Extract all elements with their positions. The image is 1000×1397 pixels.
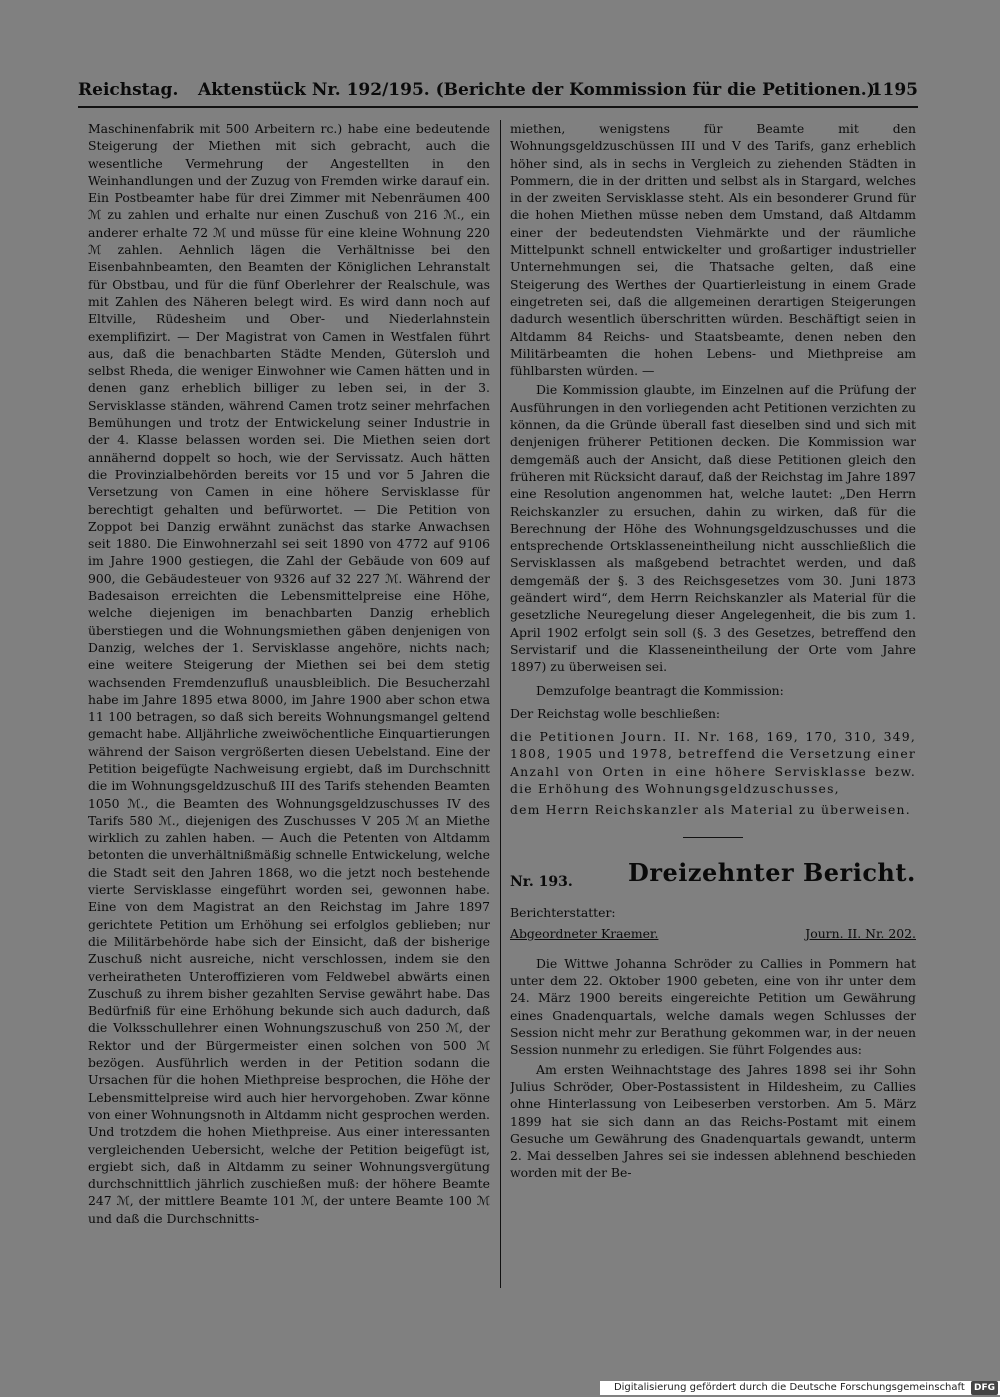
reporter-label: Berichterstatter: xyxy=(510,904,616,920)
motion-final: dem Herrn Reichskanzler als Material zu überweisen. xyxy=(510,802,911,818)
header-title: Aktenstück Nr. 192/195. (Berichte der Kommission für die Petitionen.) xyxy=(198,80,875,100)
body-paragraph: Am ersten Weihnachtstage des Jahres 1898 sei ihr Sohn Julius Schröder, Ober-Postassistent in Hildesheim, zu Callies ohne Hinterlassung von Leibeserben verstorben. Am 5. März 1899 hat sie sich dann an das Reichs-Postamt mit einem Gesuche um Gewährung des Gnadenquartals gewandt, unterm 2. Mai desselben Jahres sei sie indessen ablehnend beschieden worden mit der Be- xyxy=(510,1061,916,1181)
column-divider xyxy=(500,120,501,1288)
report-number: Nr. 193. xyxy=(510,873,573,890)
reporter-name: Abgeordneter Kraemer. xyxy=(510,925,659,941)
left-column xyxy=(88,120,490,1290)
right-column xyxy=(510,120,916,1290)
body-paragraph: Die Wittwe Johanna Schröder zu Callies in Pommern hat unter dem 22. Oktober 1900 gebeten, eine von ihr unter dem 24. März 1900 bereits eingereichte Petition um Gewährung eines Gnadenquartals, welche damals wegen Schlusses der Session nicht mehr zur Berathung gekommen war, in der neuen Session nunmehr zu erledigen. Sie führt Folgendes aus: xyxy=(510,955,916,1058)
body-paragraph: Maschinenfabrik mit 500 Arbeitern rc.) habe eine bedeutende Steigerung der Miethen mit sich gebracht, auch die wesentliche Vermehrung der Angestellten in den Weinhandlungen und der Zuzug von Fremden wirke darauf ein. Ein Postbeamter habe für drei Zimmer mit Nebenräumen 400 ℳ zu zahlen und erhalte nur einen Zuschuß von 216 ℳ., ein anderer erhalte 72 ℳ und müsse für eine kleine Wohnung 220 ℳ zahlen. Aehnlich lägen die Verhältnisse bei den Eisenbahnbeamten, den Beamten der Königlichen Lehranstalt für Obstbau, und für die fünf Oberlehrer der Realschule, was mit Zahlen des Näheren belegt wird. Es wird dann noch auf Eltville, Rüdesheim und Ober- und Niederlahnstein exemplifizirt. — Der Magistrat von Camen in Westfalen führt aus, daß die benachbarten Städte Menden, Gütersloh und selbst Rheda, die weniger Einwohner wie Camen hätten und in denen ganz erheblich billiger zu leben sei, in der 3. Servisklasse ständen, während Camen trotz seiner mehrfachen Bemühungen und trotz der Entwickelung seiner Industrie in der 4. Klasse belassen worden sei. Die Miethen seien dort annähernd doppelt so hoch, wie der Servissatz. Auch hätten die Provinzialbehörden bereits vor 15 und vor 5 Jahren die Versetzung von Camen in eine höhere Servisklasse für berechtigt gehalten und befürwortet. — Die Petition von Zoppot bei Danzig erwähnt zunächst das starke Anwachsen seit 1880. Die Einwohnerzahl sei seit 1890 von 4772 auf 9106 im Jahre 1900 gestiegen, die Zahl der Gebäude von 609 auf 900, die Gebäudesteuer von 9326 auf 32 227 ℳ. Während der Badesaison erreichten die Lebensmittelpreise eine Höhe, welche diejenigen im benachbarten Danzig erheblich überstiegen und die Wohnungsmiethen gäben denjenigen von Danzig, welches der 1. Servisklasse angehöre, nichts nach; eine weitere Steigerung der Miethen sei bei dem stetig wachsenden Fremdenzufluß unausbleiblich. Die Besucherzahl habe im Jahre 1895 etwa 8000, im Jahre 1900 aber schon etwa 11 100 betragen, so daß sich bereits Wohnungsmangel geltend gemacht habe. Alljährliche zweiwöchentliche Einquartierungen während der Saison vergrößerten diesen Uebelstand. Eine der Petition beigefügte Nachweisung ergiebt, daß im Durchschnitt die im Wohnungsgeldzuschuß III des Tarifs stehenden Beamten 1050 ℳ., die Beamten des Wohnungsgeldzuschusses IV des Tarifs 580 ℳ., diejenigen des Zuschusses V 205 ℳ an Miethe wirklich zu zahlen haben. — Auch die Petenten von Altdamm betonten die unverhältnißmäßig schnelle Entwickelung, welche die Stadt seit den Jahren 1868, wo die jetzt noch bestehende vierte Servisklasse eingeführt worden sei, gewonnen habe. Eine von dem Magistrat an den Reichstag im Jahre 1897 gerichtete Petition um Erhöhung sei erfolglos geblieben; nur die Militärbehörde habe sich der Einsicht, daß der bisherige Zuschuß nicht ausreiche, nicht verschlossen, indem sie den verheiratheten Unteroffizieren vom Feldwebel abwärts einen Zuschuß zu ihrem bisher gezahlten Servise gewährt habe. Das Bedürfniß für eine Erhöhung bekunde sich auch dadurch, daß die Volksschullehrer einen Wohnungszuschuß von 250 ℳ, der Rektor und der Bürgermeister einen solchen von 500 ℳ bezögen. Ausführlich werden in der Petition sodann die Ursachen für die hohen Miethpreise besprochen, die Höhe der Lebensmittelpreise wird auch hier hervorgehoben. Zwar könne von einer Wohnungsnoth in Altdamm nicht gesprochen werden. Und trotzdem die hohen Miethpreise. Aus einer interessanten vergleichenden Uebersicht, welche der Petition beigefügt ist, ergiebt sich, daß in Altdamm zu seiner Wohnungsvergütung durchschnittlich jährlich zuschießen muß: der höhere Beamte 247 ℳ, der mittlere Beamte 101 ℳ, der untere Beamte 100 ℳ und daß die Durchschnitts- xyxy=(88,121,490,1226)
footer-text: Digitalisierung gefördert durch die Deutsche Forschungsgemeinschaft xyxy=(613,1382,965,1393)
dfg-logo: DFG xyxy=(971,1381,998,1395)
header-rule xyxy=(78,106,918,108)
report-heading xyxy=(510,857,916,904)
running-header xyxy=(78,80,918,106)
section-separator xyxy=(683,837,743,838)
motion-intro: Demzufolge beantragt die Kommission: xyxy=(536,682,784,698)
journal-reference: Journ. II. Nr. 202. xyxy=(805,925,916,941)
reporter-row xyxy=(510,923,916,945)
body-paragraph: Die Kommission glaubte, im Einzelnen auf die Prüfung der Ausführungen in den vorliegenden acht Petitionen verzichten zu können, da die Gründe überall fast dieselben sind und sich mit denjenigen früherer Petitionen decken. Die Kommission war demgemäß auch der Ansicht, daß diese Petitionen gleich den früheren mit Rücksicht darauf, daß der Reichstag im Jahre 1897 eine Resolution angenommen hat, welche lautet: „Den Herrn Reichskanzler zu ersuchen, dahin zu wirken, daß für die Berechnung der Höhe des Wohnungsgeldzuschusses und die entsprechende Ortsklasseneintheilung nicht ausschließlich die Servisklassen als maßgebend betrachtet werden, und daß demgemäß der §. 3 des Reichsgesetzes vom 30. Juni 1873 geändert wird“, dem Herrn Reichskanzler als Material für die gesetzliche Neuregelung dieser Angelegenheit, die bis zum 1. April 1902 erfolgt sein soll (§. 3 des Gesetzes, betreffend den Servistarif und die Klasseneintheilung der Orte vom Jahre 1897) zu überweisen sei. xyxy=(510,382,916,675)
digitization-footer xyxy=(600,1381,1000,1395)
motion-lead: Der Reichstag wolle beschließen: xyxy=(510,705,721,721)
report-title: Dreizehnter Bericht. xyxy=(628,857,916,887)
body-paragraph: miethen, wenigstens für Beamte mit den Wohnungsgeldzuschüssen III und V des Tarifs, ganz erheblich höher sind, als in sechs in Vergleich zu ziehenden Städten in Pommern, die in der dritten und selbst als in Stargard, welches in der zweiten Servisklasse steht. Als ein besonderer Grund für die hohen Miethen müsse neben dem Umstand, daß Altdamm einer der bedeutendsten Viehmärkte und der räumliche Mittelpunkt schnell entwickelter und großartiger industrieller Unternehmungen sei, die Thatsache gelten, daß eine Steigerung des Werthes der Quartierleistung in einem Grade eingetreten sei, daß die allgemeinen derartigen Steigerungen dadurch wesentlich überschritten würden. Beschäftigt seien in Altdamm 84 Reichs- und Staatsbeamte, denen neben den Militärbeamten die hohen Lebens- und Miethpreise am fühlbarsten würden. — xyxy=(510,121,916,379)
page-number: 1195 xyxy=(870,80,918,100)
header-reichstag: Reichstag. xyxy=(78,80,179,100)
motion-text: die Petitionen Journ. II. Nr. 168, 169, 170, 310, 349, 1808, 1905 und 1978, betreffend die Versetzung einer Anzahl von Orten in eine höhere Servisklasse bezw. die Erhöhung des Wohnungsgeldzuschusses, xyxy=(510,729,916,796)
